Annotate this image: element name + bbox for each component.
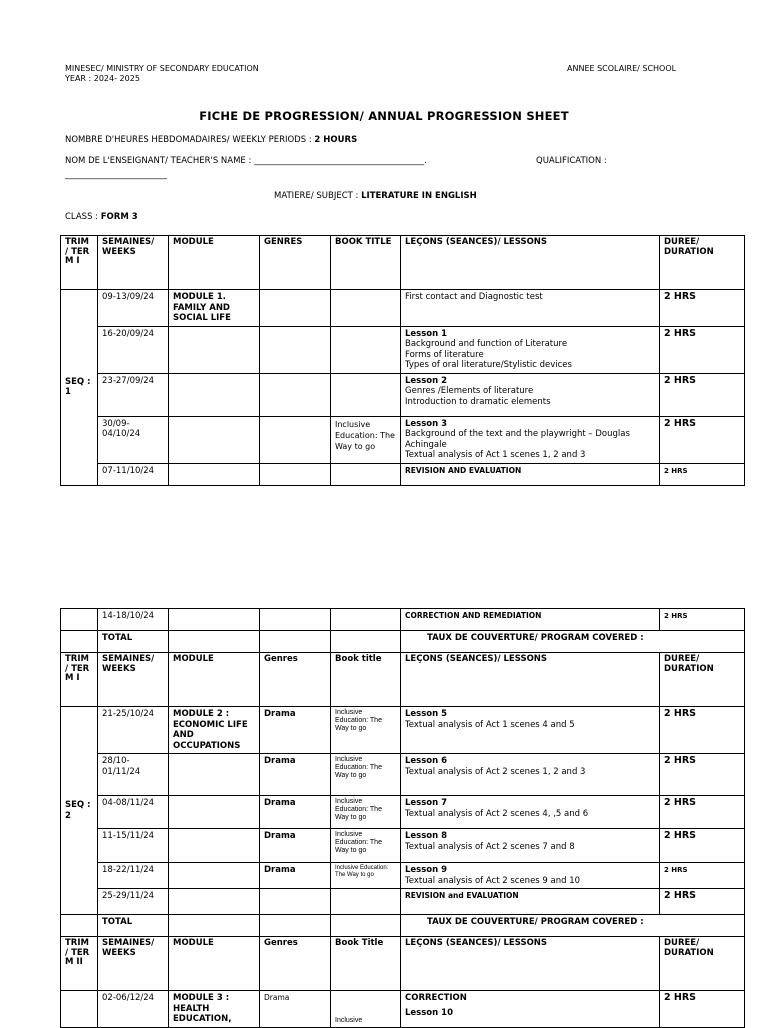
genres-cell (260, 326, 331, 373)
progression-table-seq2 (60, 608, 745, 1028)
module-cell: MODULE 3 : HEALTH EDUCATION, (169, 991, 260, 1028)
header-left (65, 64, 259, 84)
duration-cell: 2 HRS (660, 707, 745, 754)
col-header-genres: GENRES (260, 236, 331, 290)
table-row (61, 991, 745, 1028)
col-header-module: MODULE (169, 937, 260, 991)
col-header-book: Book title (331, 653, 401, 707)
col-header-lessons: LEÇONS (SEANCES)/ LESSONS (401, 937, 660, 991)
school-year-label: ANNEE SCOLAIRE/ SCHOOL (567, 64, 677, 73)
lesson-cell: Lesson 7 Textual analysis of Act 2 scenes 4, ,5 and 6 (401, 796, 660, 829)
total-label: TOTAL (98, 631, 169, 653)
module-cell (169, 416, 260, 463)
trim-cell (61, 915, 98, 937)
table-row (61, 707, 745, 754)
book-cell: Inclusive Education: The Way to go (331, 863, 401, 889)
genres-cell (260, 915, 331, 937)
book-cell: Inclusive Education: The Way to go (331, 829, 401, 863)
ministry-line: MINESEC/ MINISTRY OF SECONDARY EDUCATION (65, 64, 259, 73)
book-cell (331, 373, 401, 416)
col-header-book: BOOK TITLE (331, 236, 401, 290)
weeks-cell: 11-15/11/24 (98, 829, 169, 863)
duration-cell: 2 HRS (660, 463, 745, 485)
total-row (61, 631, 745, 653)
lesson-cell: First contact and Diagnostic test (401, 290, 660, 327)
coverage-label: TAUX DE COUVERTURE/ PROGRAM COVERED : (401, 631, 745, 653)
genres-cell (260, 889, 331, 915)
genres-cell (260, 609, 331, 631)
table-row (61, 416, 745, 463)
book-cell: Inclusive Education: The Way to go (331, 416, 401, 463)
book-cell (331, 463, 401, 485)
col-header-duration: DUREE/ DURATION (660, 236, 745, 290)
table-row (61, 373, 745, 416)
lesson-cell: CORRECTION AND REMEDIATION (401, 609, 660, 631)
genres-cell: Drama (260, 707, 331, 754)
duration-cell: 2 HRS (660, 416, 745, 463)
col-header-trim: TRIM / TER M I (61, 236, 98, 290)
book-cell (331, 915, 401, 937)
duration-cell: 2 HRS (660, 889, 745, 915)
genres-cell (260, 463, 331, 485)
col-header-genres: Genres (260, 937, 331, 991)
weeks-cell: 09-13/09/24 (98, 290, 169, 327)
genres-cell: Drama (260, 754, 331, 796)
total-row (61, 915, 745, 937)
genres-cell (260, 373, 331, 416)
module-cell (169, 863, 260, 889)
progression-table-term1-seq1 (60, 235, 745, 486)
col-header-trim: TRIM / TER M I (61, 653, 98, 707)
table-row (61, 829, 745, 863)
genres-cell: Drama (260, 796, 331, 829)
year-line: YEAR : 2024- 2025 (65, 74, 140, 83)
lesson-cell: Lesson 9 Textual analysis of Act 2 scenes 9 and 10 (401, 863, 660, 889)
trim-cell (61, 631, 98, 653)
table-row (61, 326, 745, 373)
genres-cell: Drama (260, 829, 331, 863)
seq-cell: SEQ : 1 (61, 290, 98, 486)
col-header-weeks: SEMAINES/ WEEKS (98, 937, 169, 991)
col-header-genres: Genres (260, 653, 331, 707)
col-header-trim: TRIM / TER M II (61, 937, 98, 991)
book-cell: Inclusive Education: The Way to go (331, 707, 401, 754)
book-cell: Inclusive Education: The Way to go (331, 796, 401, 829)
module-cell (169, 889, 260, 915)
genres-cell: Drama (260, 991, 331, 1028)
module-cell: MODULE 1. FAMILY AND SOCIAL LIFE (169, 290, 260, 327)
book-cell (331, 889, 401, 915)
duration-cell: 2 HRS (660, 754, 745, 796)
table-header-row (61, 937, 745, 991)
weeks-cell: 21-25/10/24 (98, 707, 169, 754)
duration-cell: 2 HRS (660, 290, 745, 327)
book-cell: Inclusive (331, 991, 401, 1028)
lesson-cell: Lesson 5 Textual analysis of Act 1 scenes 4 and 5 (401, 707, 660, 754)
duration-cell: 2 HRS (660, 373, 745, 416)
weeks-cell: 14-18/10/24 (98, 609, 169, 631)
trim-cell (61, 609, 98, 631)
col-header-duration: DUREE/ DURATION (660, 653, 745, 707)
genres-cell (260, 290, 331, 327)
qualification-label: QUALIFICATION : (536, 156, 607, 166)
module-cell (169, 463, 260, 485)
weeks-cell: 07-11/10/24 (98, 463, 169, 485)
col-header-book: Book Title (331, 937, 401, 991)
module-cell (169, 754, 260, 796)
lesson-cell: Lesson 2 Genres /Elements of literature Introduction to dramatic elements (401, 373, 660, 416)
module-cell (169, 829, 260, 863)
weeks-cell: 16-20/09/24 (98, 326, 169, 373)
duration-cell: 2 HRS (660, 829, 745, 863)
lesson-cell: Lesson 3 Background of the text and the playwright – Douglas Achingale Textual analysis of Act 1 scenes 1, 2 and 3 (401, 416, 660, 463)
weekly-periods: NOMBRE D'HEURES HEBDOMADAIRES/ WEEKLY PERIODS : 2 HOURS (65, 135, 358, 145)
table-row (61, 889, 745, 915)
module-cell: MODULE 2 : ECONOMIC LIFE AND OCCUPATIONS (169, 707, 260, 754)
module-cell (169, 796, 260, 829)
lesson-cell: Lesson 8 Textual analysis of Act 2 scenes 7 and 8 (401, 829, 660, 863)
duration-cell: 2 HRS (660, 863, 745, 889)
table-row (61, 796, 745, 829)
col-header-lessons: LEÇONS (SEANCES)/ LESSONS (401, 236, 660, 290)
weeks-cell: 02-06/12/24 (98, 991, 169, 1028)
col-header-module: MODULE (169, 236, 260, 290)
table-row (61, 290, 745, 327)
lesson-cell: Lesson 1 Background and function of Literature Forms of literature Types of oral literature/Stylistic devices (401, 326, 660, 373)
total-label: TOTAL (98, 915, 169, 937)
book-cell (331, 609, 401, 631)
module-cell (169, 631, 260, 653)
duration-cell: 2 HRS (660, 609, 745, 631)
weeks-cell: 25-29/11/24 (98, 889, 169, 915)
seq-cell: SEQ : 2 (61, 707, 98, 915)
class-line: CLASS : FORM 3 (65, 212, 138, 222)
module-cell (169, 326, 260, 373)
weeks-cell: 04-08/11/24 (98, 796, 169, 829)
duration-cell: 2 HRS (660, 991, 745, 1028)
duration-cell: 2 HRS (660, 796, 745, 829)
teacher-name-line: NOM DE L'ENSEIGNANT/ TEACHER'S NAME : ________________________________________. (65, 156, 427, 166)
col-header-weeks: SEMAINES/ WEEKS (98, 653, 169, 707)
table-row (61, 609, 745, 631)
weeks-cell: 30/09- 04/10/24 (98, 416, 169, 463)
book-cell (331, 631, 401, 653)
weeks-cell: 18-22/11/24 (98, 863, 169, 889)
table-header-row (61, 653, 745, 707)
table-row (61, 754, 745, 796)
module-cell (169, 915, 260, 937)
subject-line: MATIERE/ SUBJECT : LITERATURE IN ENGLISH (274, 191, 477, 201)
genres-cell (260, 416, 331, 463)
weeks-cell: 28/10- 01/11/24 (98, 754, 169, 796)
trim-cell (61, 991, 98, 1028)
table-row (61, 463, 745, 485)
col-header-lessons: LEÇONS (SEANCES)/ LESSONS (401, 653, 660, 707)
book-cell (331, 326, 401, 373)
lesson-cell: REVISION and EVALUATION (401, 889, 660, 915)
module-cell (169, 373, 260, 416)
col-header-duration: DUREE/ DURATION (660, 937, 745, 991)
col-header-module: MODULE (169, 653, 260, 707)
weeks-cell: 23-27/09/24 (98, 373, 169, 416)
lesson-cell: Lesson 6 Textual analysis of Act 2 scenes 1, 2 and 3 (401, 754, 660, 796)
book-cell (331, 290, 401, 327)
coverage-label: TAUX DE COUVERTURE/ PROGRAM COVERED : (401, 915, 745, 937)
qualification-blank: ________________________ (65, 170, 167, 180)
lesson-cell: CORRECTION Lesson 10 (401, 991, 660, 1028)
genres-cell (260, 631, 331, 653)
genres-cell: Drama (260, 863, 331, 889)
lesson-cell: REVISION AND EVALUATION (401, 463, 660, 485)
module-cell (169, 609, 260, 631)
table-row (61, 863, 745, 889)
book-cell: Inclusive Education: The Way to go (331, 754, 401, 796)
duration-cell: 2 HRS (660, 326, 745, 373)
page-title: FICHE DE PROGRESSION/ ANNUAL PROGRESSION SHEET (199, 109, 569, 123)
table-header-row (61, 236, 745, 290)
col-header-weeks: SEMAINES/ WEEKS (98, 236, 169, 290)
